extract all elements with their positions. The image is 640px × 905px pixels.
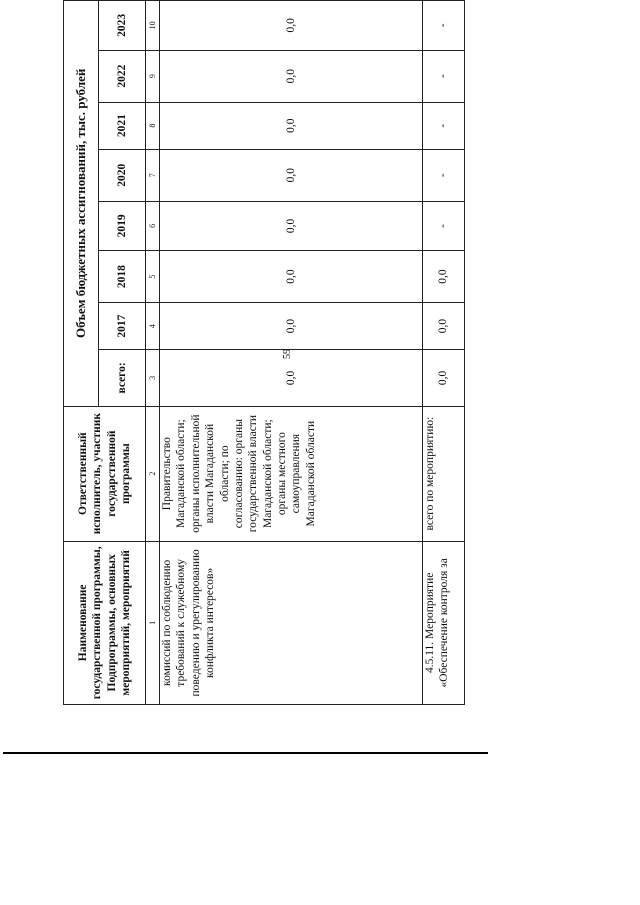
row-value: - xyxy=(423,102,465,149)
header-year: 2019 xyxy=(99,201,146,251)
row-value: 0,0 xyxy=(423,302,465,349)
row-name: комиссий по соблюдению требований к служебному поведению и урегулированию конфликта интересов» xyxy=(160,541,423,704)
column-number: 6 xyxy=(146,201,160,251)
row-total: 0,0 xyxy=(160,350,423,406)
row-value: 0,0 xyxy=(160,302,423,349)
table-row xyxy=(423,1,465,705)
row-value: - xyxy=(423,201,465,251)
column-number: 7 xyxy=(146,149,160,201)
column-number: 4 xyxy=(146,302,160,349)
row-value: - xyxy=(423,50,465,102)
header-year: 2022 xyxy=(99,50,146,102)
row-value: 0,0 xyxy=(160,251,423,303)
column-number: 2 xyxy=(146,406,160,541)
row-executor: Правительство Магаданской области; органы исполнительной власти Магаданской области; по согласованию: органы государственной власти Магаданской области; органы местного самоуправления Магаданской области xyxy=(160,406,423,541)
column-number: 8 xyxy=(146,102,160,149)
page-number: 59 xyxy=(282,349,293,359)
header-year: 2020 xyxy=(99,149,146,201)
row-total: 0,0 xyxy=(423,350,465,406)
header-row-1 xyxy=(64,1,99,705)
column-number: 3 xyxy=(146,350,160,406)
column-number: 5 xyxy=(146,251,160,303)
budget-table xyxy=(63,0,465,705)
column-number: 1 xyxy=(146,541,160,704)
header-year: 2017 xyxy=(99,302,146,349)
rotated-table-frame xyxy=(63,0,463,705)
row-name: 4.5.11. Мероприятие «Обеспечение контроля за xyxy=(423,541,465,704)
row-value: 0,0 xyxy=(423,251,465,303)
row-value: - xyxy=(423,1,465,51)
header-year: 2023 xyxy=(99,1,146,51)
column-number-row xyxy=(146,1,160,705)
row-value: 0,0 xyxy=(160,149,423,201)
table-row xyxy=(160,1,423,705)
horizontal-rule xyxy=(3,752,488,754)
header-budget-group: Объем бюджетных ассигнований, тыс. рублей xyxy=(64,1,99,407)
row-executor: всего по мероприятию: xyxy=(423,406,465,541)
header-year: 2021 xyxy=(99,102,146,149)
column-number: 10 xyxy=(146,1,160,51)
row-value: 0,0 xyxy=(160,50,423,102)
header-executor: Ответственный исполнитель, участник государственной программы xyxy=(64,406,146,541)
row-value: - xyxy=(423,149,465,201)
row-value: 0,0 xyxy=(160,1,423,51)
header-name: Наименование государственной программы, Подпрограммы, основных мероприятий, мероприятий xyxy=(64,541,146,704)
column-number: 9 xyxy=(146,50,160,102)
header-year: 2018 xyxy=(99,251,146,303)
row-value: 0,0 xyxy=(160,201,423,251)
header-total: всего: xyxy=(99,350,146,406)
row-value: 0,0 xyxy=(160,102,423,149)
